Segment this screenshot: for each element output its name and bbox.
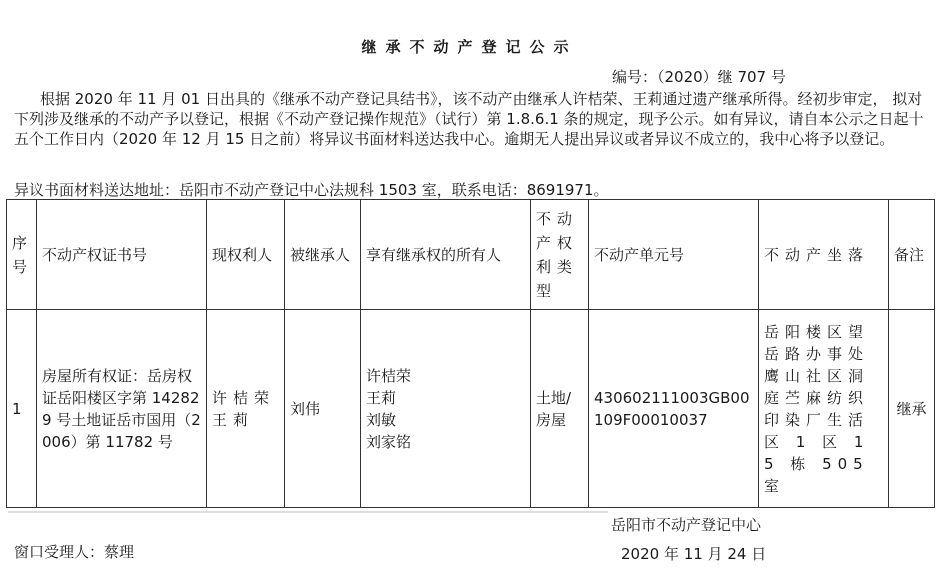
- heir-name: 刘敏: [366, 410, 397, 429]
- document-number: 编号：（2020）继 707 号: [612, 68, 786, 86]
- window-handler: 窗口受理人：蔡理: [14, 543, 135, 561]
- cell-seq: 1: [7, 310, 37, 508]
- scan-artifact: [8, 511, 608, 513]
- issue-date: 2020 年 11 月 24 日: [621, 545, 767, 563]
- objection-address: 异议书面材料送达地址：岳阳市不动产登记中心法规科 1503 室，联系电话：8691971。: [14, 181, 609, 199]
- cell-heirs: [361, 310, 531, 508]
- table-row: [7, 310, 935, 508]
- cell-current-owner: 许桔荣王莉: [207, 310, 285, 508]
- header-remarks: 备注: [889, 200, 935, 310]
- cell-right-type: 土地/房屋: [531, 310, 589, 508]
- header-cert-no: 不动产权证书号: [37, 200, 207, 310]
- header-unit-no: 不动产单元号: [589, 200, 759, 310]
- issuing-agency: 岳阳市不动产登记中心: [611, 516, 762, 534]
- heir-name: 王莉: [366, 388, 397, 407]
- header-heirs: 享有继承权的所有人: [361, 200, 531, 310]
- cell-cert-no: 房屋所有权证：岳房权证岳阳楼区字第 142829 号土地证岳市国用（2006）第 11782 号: [37, 310, 207, 508]
- heir-name: 许桔荣: [366, 366, 412, 385]
- header-current-owner: 现权利人: [207, 200, 285, 310]
- cell-location: 岳阳楼区望岳路办事处鹰山社区洞庭苎麻纺织印染厂生活区 1 区 15 栋 505 室: [759, 310, 889, 508]
- header-right-type: 不动产权利类型: [531, 200, 589, 310]
- cell-deceased: 刘伟: [285, 310, 361, 508]
- notice-title: 继承不动产登记公示: [361, 38, 578, 56]
- table-header-row: [7, 200, 935, 310]
- notice-body: 根据 2020 年 11 月 01 日出具的《继承不动产登记具结书》，该不动产由继承人许桔荣、王莉通过遗产继承所得。经初步审定， 拟对下列涉及继承的不动产予以登记，根据《不动产登记操作规范》（试行）第 1.8.6.1 条的规定，现予公示。如有异议，请自本公示之日起十五个工作日内（2020 年 12 月 15 日之前）将异议书面材料送达我中心。逾期无人提出异议或者异议不成立的，我中心将予以登记。: [14, 90, 924, 148]
- cell-unit-no: 430602111003GB00109F00010037: [589, 310, 759, 508]
- property-table: [6, 199, 935, 508]
- header-seq: 序号: [7, 200, 37, 310]
- header-location: 不动产坐落: [759, 200, 889, 310]
- heir-name: 刘家铭: [366, 432, 412, 451]
- header-deceased: 被继承人: [285, 200, 361, 310]
- cell-remarks: 继承: [889, 310, 935, 508]
